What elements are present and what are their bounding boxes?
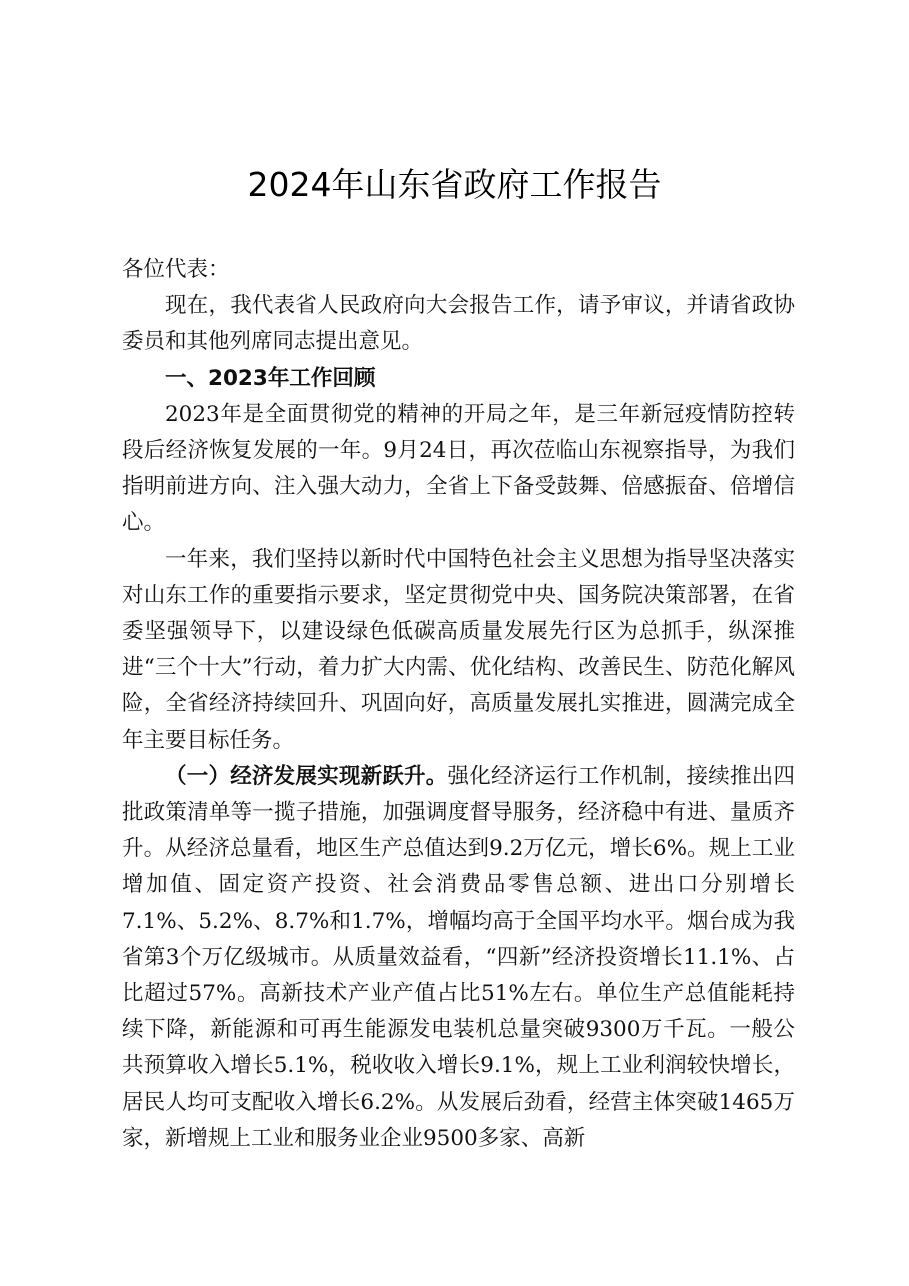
paragraph-3 (122, 759, 795, 1157)
document-body (122, 252, 795, 1157)
section-heading: 一、2023年工作回顾 (165, 365, 376, 391)
subsection-heading: （一）经济发展实现新跃升。 (165, 763, 448, 789)
paragraph-3-text: 强化经济运行工作机制，接续推出四批政策清单等一揽子措施，加强调度督导服务，经济稳中有进、量质齐升。从经济总量看，地区生产总值达到9.2万亿元，增长6%。规上工业增加值、固定资产投资、社会消费品零售总额、进出口分别增长7.1%、5.2%、8.7%和1.7%，增幅均高于全国平均水平。烟台成为我省第3个万亿级城市。从质量效益看，“四新”经济投资增长11.1%、占比超过57%。高新技术产业产值占比51%左右。单位生产总值能耗持续下降，新能源和可再生能源发电装机总量突破9300万千瓦。一般公共预算收入增长5.1%，税收收入增长9.1%，规上工业利润较快增长，居民人均可支配收入增长6.2%。从发展后劲看，经营主体突破1465万家，新增规上工业和服务业企业9500多家、高新 (122, 763, 795, 1151)
paragraph-1: 2023年是全面贯彻党的精神的开局之年，是三年新冠疫情防控转段后经济恢复发展的一年。9月24日，再次莅临山东视察指导，为我们指明前进方向、注入强大动力，全省上下备受鼓舞、倍感振奋、倍增信心。 (122, 401, 795, 536)
paragraph-2: 一年来，我们坚持以新时代中国特色社会主义思想为指导坚决落实对山东工作的重要指示要求，坚定贯彻党中央、国务院决策部署，在省委坚强领导下，以建设绿色低碳高质量发展先行区为总抓手，纵深推进“三个十大”行动，着力扩大内需、优化结构、改善民生、防范化解风险，全省经济持续回升、巩固向好，高质量发展扎实推进，圆满完成全年主要目标任务。 (122, 546, 795, 753)
intro-paragraph: 现在，我代表省人民政府向大会报告工作，请予审议，并请省政协委员和其他列席同志提出意见。 (122, 293, 795, 355)
document-title: 2024年山东省政府工作报告 (247, 165, 662, 204)
salutation: 各位代表： (122, 257, 230, 282)
